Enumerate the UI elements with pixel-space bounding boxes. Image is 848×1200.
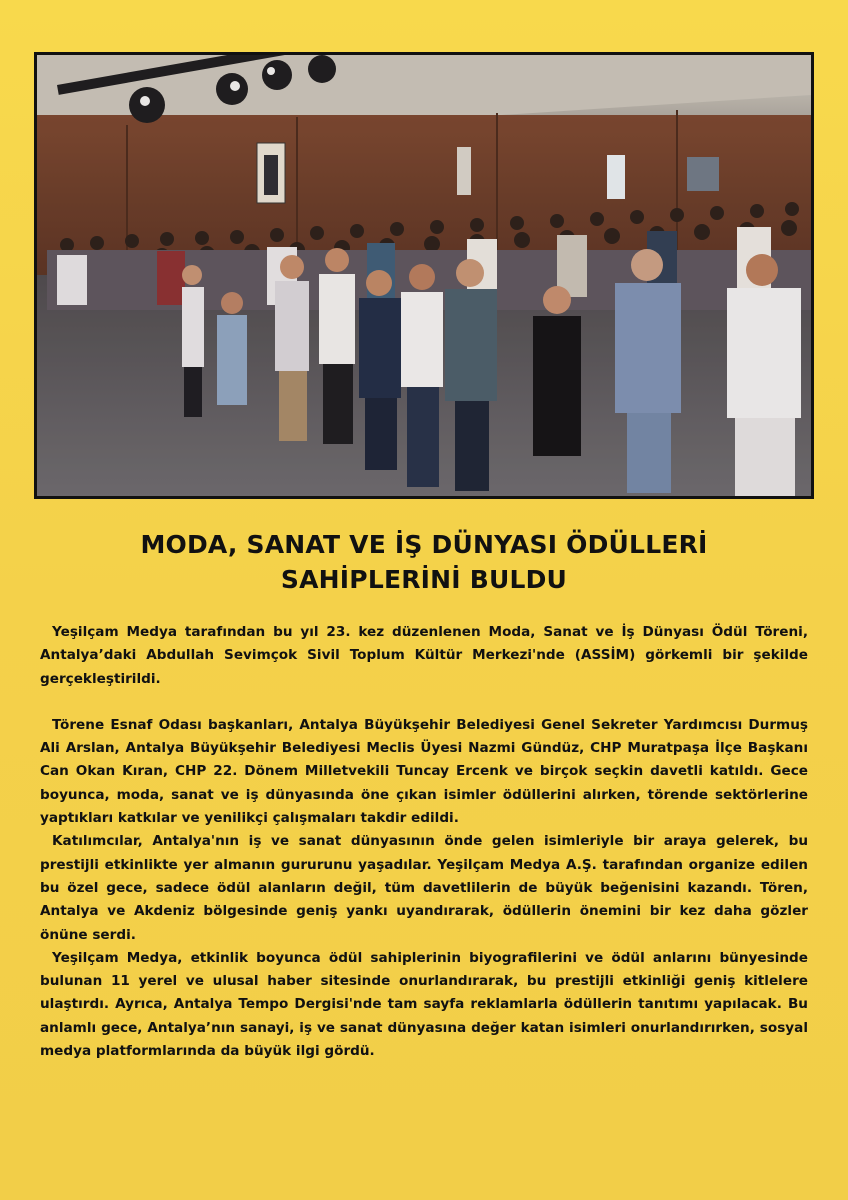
paragraph-intro: Yeşilçam Medya tarafından bu yıl 23. kez düzenlenen Moda, Sanat ve İş Dünyası Ödül Töreni, Antalya’daki Abdullah Sevimçok Sivil Toplum Kültür Merkezi'nde (ASSİM) görkemli bir şekilde gerçekleştirildi. [40, 624, 808, 687]
event-photo [34, 52, 814, 499]
headline-line-1: MODA, SANAT VE İŞ DÜNYASI ÖDÜLLERİ [140, 530, 708, 559]
event-photo-illustration [37, 55, 811, 496]
paragraph-attendees: Törene Esnaf Odası başkanları, Antalya Büyükşehir Belediyesi Genel Sekreter Yardımcısı Durmuş Ali Arslan, Antalya Büyükşehir Belediyesi Meclis Üyesi Nazmi Gündüz, CHP Muratpaşa İlçe Başkanı Can Okan Kıran, CHP 22. Dönem Milletvekili Tuncay Ercenk ve birçok seçkin davetli katıldı. Gece boyunca, moda, sanat ve iş dünyasında öne çıkan isimler ödüllerini alırken, törende sektörlerine yaptıkları katkılar ve yenilikçi çalışmaları takdir edildi. [40, 716, 808, 827]
paragraph-media: Yeşilçam Medya, etkinlik boyunca ödül sahiplerinin biyografilerini ve ödül anlarını bünyesinde bulunan 11 yerel ve ulusal haber sitesinde onurlandırarak, bu prestijli etkinliği geniş kitlelere ulaştırdı. Ayrıca, Antalya Tempo Dergisi'nde tam sayfa reklamlarla ödüllerin tanıtımı yapılacak. Bu anlamlı gece, Antalya’nın sanayi, iş ve sanat dünyasına değer katan isimleri onurlandırırken, sosyal medya platformlarında da büyük ilgi gördü. [40, 949, 808, 1060]
article-body [40, 621, 808, 1063]
paragraph-participants: Katılımcılar, Antalya'nın iş ve sanat dünyasının önde gelen isimleriyle bir araya gelerek, bu prestijli etkinlikte yer almanın gururunu yaşadılar. Yeşilçam Medya A.Ş. tarafından organize edilen bu özel gece, sadece ödül alanların değil, tüm davetlilerin de büyük beğenisini kazandı. Tören, Antalya ve Akdeniz bölgesinde geniş yankı uyandırarak, ödüllerin önemini bir kez daha gözler önüne serdi. [40, 833, 808, 943]
article-headline [40, 527, 808, 597]
headline-line-2: SAHİPLERİNİ BULDU [280, 565, 568, 594]
